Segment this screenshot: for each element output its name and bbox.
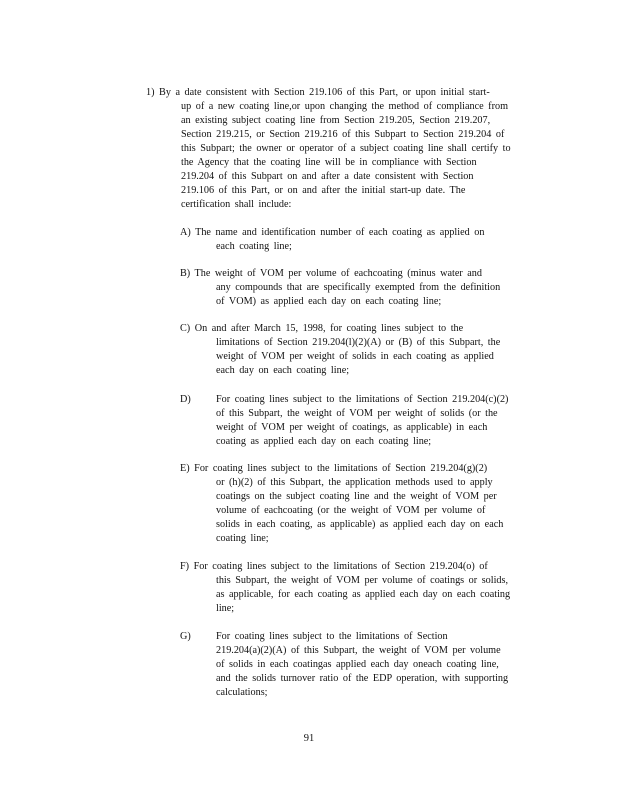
subparagraph-g-line-1-text: For coating lines subject to the limitations of Section xyxy=(216,631,448,642)
paragraph-1 xyxy=(146,86,546,212)
subparagraph-b xyxy=(180,267,550,309)
page-number: 91 xyxy=(303,733,315,744)
subparagraph-d-line-4: coating as applied each day on each coating line; xyxy=(216,436,432,447)
subparagraph-e-line-3: coatings on the subject coating line and the weight of VOM per xyxy=(216,491,497,502)
subparagraph-e xyxy=(180,462,550,546)
subparagraph-e-line-6: coating line; xyxy=(216,533,269,544)
subparagraph-f-line-2: this Subpart, the weight of VOM per volume of coatings or solids, xyxy=(216,575,509,586)
paragraph-1-line-8: 219.106 of this Part, or on and after the initial start-up date. The xyxy=(181,185,466,196)
subparagraph-d-line-2: of this Subpart, the weight of VOM per weight of solids (or the xyxy=(216,408,498,419)
paragraph-1-line-7: 219.204 of this Subpart on and after a date consistent with Section xyxy=(181,171,474,182)
subparagraph-g xyxy=(180,630,550,700)
subparagraph-c-line-2: limitations of Section 219.204(l)(2)(A) or (B) of this Subpart, the xyxy=(216,337,501,348)
subparagraph-e-line-2: or (h)(2) of this Subpart, the application methods used to apply xyxy=(216,477,493,488)
subparagraph-g-label: G) xyxy=(180,631,191,642)
subparagraph-d-line-1 xyxy=(180,393,550,407)
subparagraph-a-line-1: A) The name and identification number of each coating as applied on xyxy=(180,227,485,238)
subparagraph-e-line-1: E) For coating lines subject to the limitations of Section 219.204(g)(2) xyxy=(180,463,488,474)
subparagraph-a-line-2: each coating line; xyxy=(216,241,292,252)
paragraph-1-line-6: the Agency that the coating line will be in compliance with Section xyxy=(181,157,477,168)
subparagraph-c xyxy=(180,322,550,378)
subparagraph-c-line-4: each day on each coating line; xyxy=(216,365,350,376)
subparagraph-g-line-2: 219.204(a)(2)(A) of this Subpart, the weight of VOM per volume xyxy=(216,645,501,656)
subparagraph-a xyxy=(180,226,550,254)
subparagraph-d-line-1-text: For coating lines subject to the limitations of Section 219.204(c)(2) xyxy=(216,394,509,405)
subparagraph-b-line-3: of VOM) as applied each day on each coating line; xyxy=(216,296,442,307)
subparagraph-f-line-3: as applicable, for each coating as applied each day on each coating xyxy=(216,589,511,600)
paragraph-1-line-3: an existing subject coating line from Section 219.205, Section 219.207, xyxy=(181,115,491,126)
paragraph-1-line-5: this Subpart; the owner or operator of a subject coating line shall certify to xyxy=(181,143,511,154)
subparagraph-c-line-1: C) On and after March 15, 1998, for coating lines subject to the xyxy=(180,323,464,334)
subparagraph-f-line-1: F) For coating lines subject to the limitations of Section 219.204(o) of xyxy=(180,561,488,572)
subparagraph-d-line-3: weight of VOM per weight of coatings, as applicable) in each xyxy=(216,422,488,433)
subparagraph-c-line-3: weight of VOM per weight of solids in each coating as applied xyxy=(216,351,494,362)
paragraph-1-line-9: certification shall include: xyxy=(181,199,292,210)
subparagraph-g-line-4: and the solids turnover ratio of the EDP operation, with supporting xyxy=(216,673,509,684)
subparagraph-g-line-5: calculations; xyxy=(216,687,268,698)
paragraph-1-line-1: 1) By a date consistent with Section 219.106 of this Part, or upon initial start- xyxy=(146,87,490,98)
subparagraph-e-line-5: solids in each coating, as applicable) as applied each day on each xyxy=(216,519,504,530)
subparagraph-b-line-2: any compounds that are specifically exempted from the definition xyxy=(216,282,501,293)
subparagraph-b-line-1: B) The weight of VOM per volume of eachcoating (minus water and xyxy=(180,268,482,279)
subparagraph-f-line-4: line; xyxy=(216,603,235,614)
subparagraph-g-line-3: of solids in each coatingas applied each day oneach coating line, xyxy=(216,659,499,670)
subparagraph-g-line-1 xyxy=(180,630,550,644)
paragraph-1-line-4: Section 219.215, or Section 219.216 of this Subpart to Section 219.204 of xyxy=(181,129,505,140)
subparagraph-d xyxy=(180,393,550,449)
subparagraph-d-label: D) xyxy=(180,394,191,405)
subparagraph-f xyxy=(180,560,550,616)
subparagraph-e-line-4: volume of eachcoating (or the weight of VOM per volume of xyxy=(216,505,486,516)
paragraph-1-line-2: up of a new coating line,or upon changing the method of compliance from xyxy=(181,101,508,112)
